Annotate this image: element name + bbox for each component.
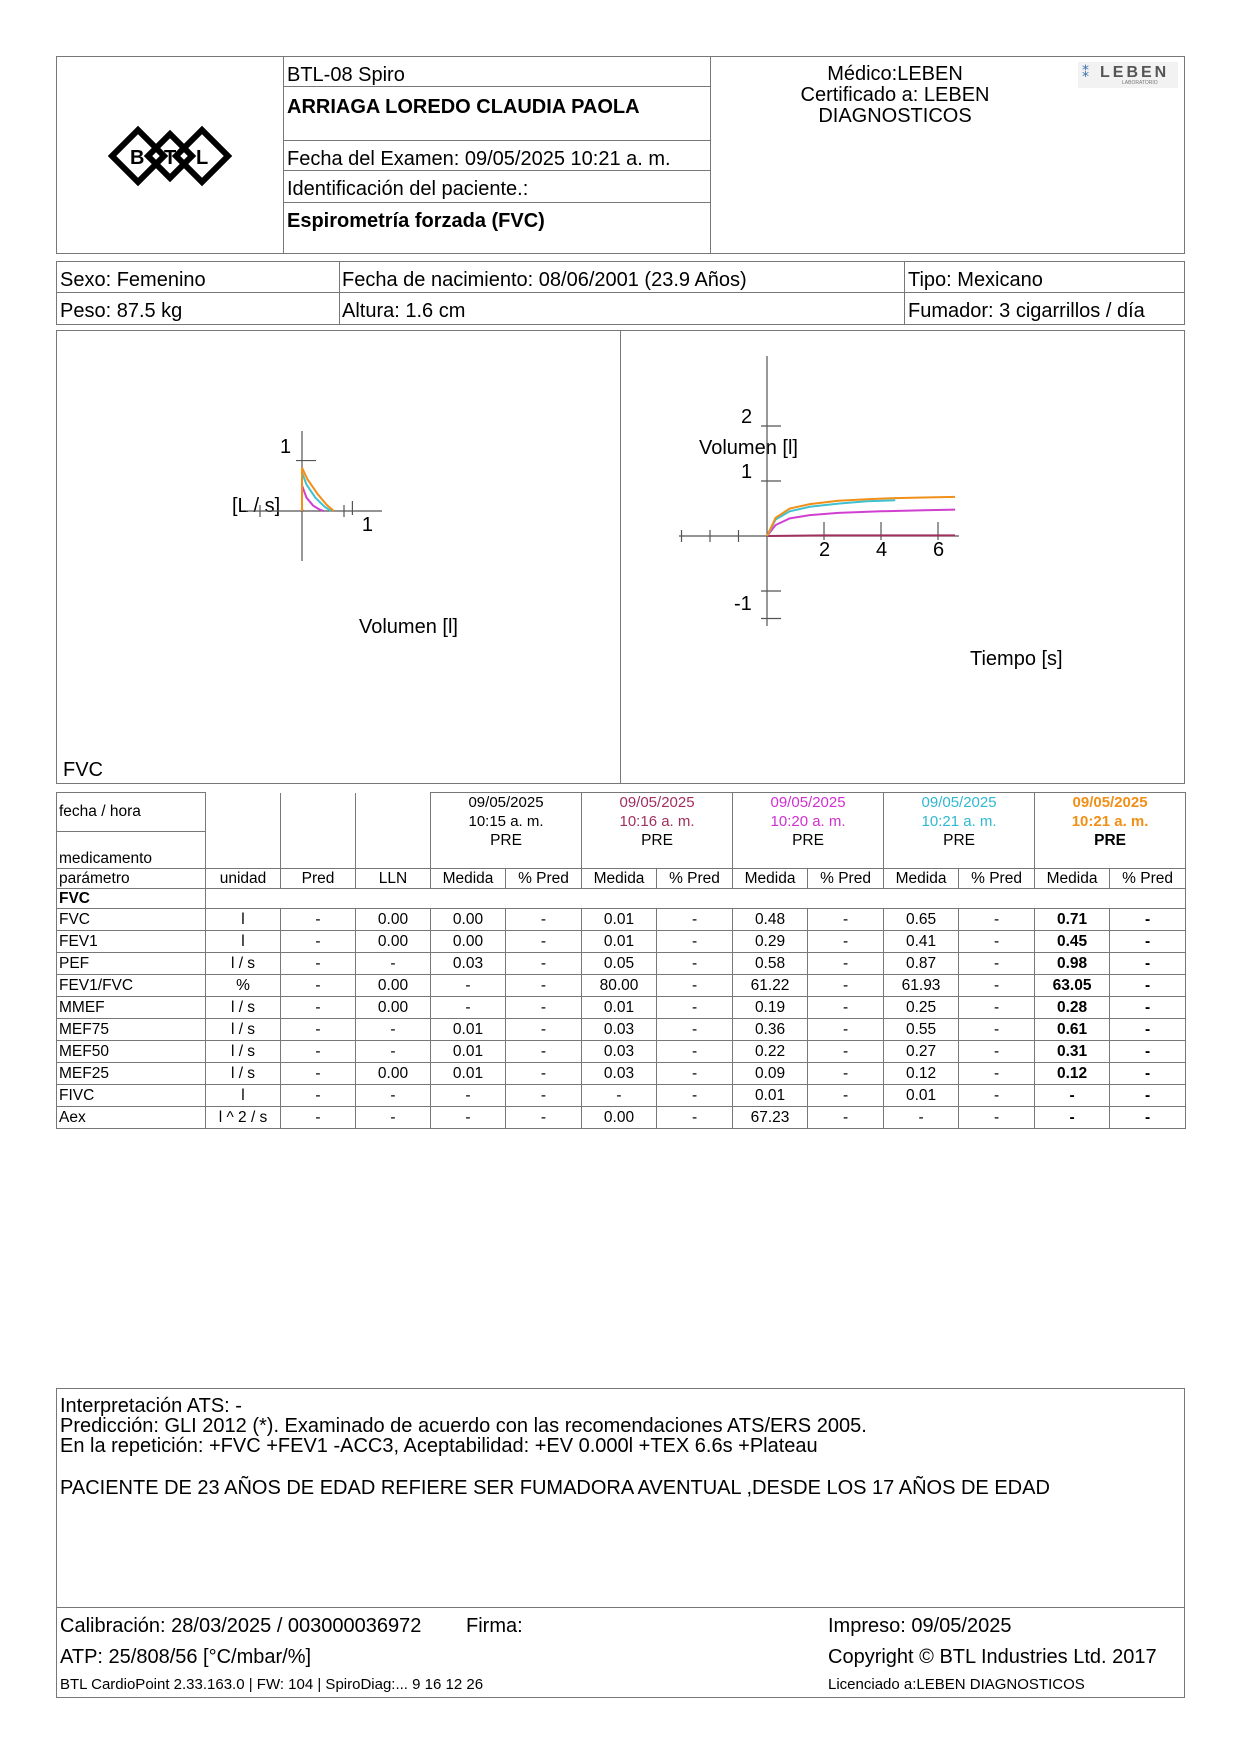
- pct-pred-cell: -: [1110, 1040, 1186, 1062]
- pred-cell: -: [281, 1062, 356, 1084]
- pred-cell: -: [281, 1040, 356, 1062]
- pct-pred-cell: -: [808, 930, 884, 952]
- table-row: [57, 974, 1186, 996]
- lab-logo-text: LEBEN: [1100, 64, 1170, 81]
- doctor-block: [740, 64, 1050, 127]
- pct-pred-cell: -: [506, 1040, 582, 1062]
- medida-cell: 0.98: [1035, 952, 1110, 974]
- unit-cell: l: [206, 908, 281, 930]
- medida-cell: 0.19: [733, 996, 808, 1018]
- pct-pred-cell: -: [808, 1062, 884, 1084]
- calibration: Calibración: 28/03/2025 / 003000036972: [60, 1615, 422, 1637]
- header-unidad: unidad: [206, 868, 281, 888]
- dob: Fecha de nacimiento: 08/06/2001 (23.9 Años): [342, 269, 747, 291]
- results-table: [56, 792, 1186, 1129]
- pct-pred-cell: -: [506, 1084, 582, 1106]
- interpretation-text: [60, 1396, 1050, 1498]
- param-cell: PEF: [57, 952, 206, 974]
- medida-cell: -: [431, 1084, 506, 1106]
- param-cell: Aex: [57, 1106, 206, 1128]
- header-fecha: fecha / hora: [57, 793, 206, 832]
- param-cell: FVC: [57, 908, 206, 930]
- fv-ylabel: [L / s]: [232, 495, 281, 517]
- medida-cell: -: [1035, 1084, 1110, 1106]
- medida-cell: 0.61: [1035, 1018, 1110, 1040]
- table-row: [57, 996, 1186, 1018]
- section-label: FVC: [57, 888, 206, 908]
- pct-pred-cell: -: [808, 952, 884, 974]
- btl-logo-icon: [108, 124, 232, 188]
- session-5-datetime: 09/05/2025 10:21 a. m.: [1035, 793, 1186, 832]
- pct-pred-cell: -: [959, 930, 1035, 952]
- patient-id: Identificación del paciente.:: [287, 178, 529, 200]
- table-row: [57, 1040, 1186, 1062]
- param-cell: FIVC: [57, 1084, 206, 1106]
- svg-text:L: L: [196, 147, 209, 169]
- sex: Sexo: Femenino: [60, 269, 206, 291]
- medida-cell: 80.00: [582, 974, 657, 996]
- pct-pred-cell: -: [657, 996, 733, 1018]
- medida-cell: 0.03: [431, 952, 506, 974]
- lln-cell: -: [356, 952, 431, 974]
- medida-cell: 0.48: [733, 908, 808, 930]
- medida-cell: 0.45: [1035, 930, 1110, 952]
- table-row: [57, 1018, 1186, 1040]
- pct-pred-cell: -: [959, 1040, 1035, 1062]
- pct-pred-cell: -: [506, 996, 582, 1018]
- smoker: Fumador: 3 cigarrillos / día: [908, 300, 1145, 322]
- pct-pred-cell: -: [959, 1062, 1035, 1084]
- pct-pred-cell: -: [506, 1018, 582, 1040]
- svg-text:B: B: [130, 147, 145, 169]
- table-row: [57, 1084, 1186, 1106]
- header-pred: Pred: [281, 868, 356, 888]
- medida-cell: 0.01: [582, 996, 657, 1018]
- session-2-med: PRE: [582, 831, 733, 868]
- lab-logo: [1078, 62, 1178, 88]
- medida-cell: 0.71: [1035, 908, 1110, 930]
- exam-date: Fecha del Examen: 09/05/2025 10:21 a. m.: [287, 148, 671, 170]
- pct-pred-cell: -: [1110, 1062, 1186, 1084]
- device-name: BTL-08 Spiro: [287, 64, 405, 86]
- param-cell: MEF75: [57, 1018, 206, 1040]
- header-lln: LLN: [356, 868, 431, 888]
- pct-pred-cell: -: [1110, 952, 1186, 974]
- medida-cell: 0.22: [733, 1040, 808, 1062]
- medida-cell: -: [431, 1106, 506, 1128]
- vt-x-tick-label: 2: [819, 539, 831, 561]
- pct-pred-cell: -: [657, 1062, 733, 1084]
- licensed-to: Licenciado a:LEBEN DIAGNOSTICOS: [828, 1676, 1085, 1693]
- patient-name: ARRIAGA LOREDO CLAUDIA PAOLA: [287, 96, 640, 118]
- pred-cell: -: [281, 974, 356, 996]
- doctor: Médico:LEBEN: [827, 63, 963, 85]
- medida-cell: 0.25: [884, 996, 959, 1018]
- pct-pred-cell: -: [657, 1018, 733, 1040]
- pct-pred-cell: -: [808, 1018, 884, 1040]
- medida-cell: 0.01: [431, 1018, 506, 1040]
- flow-volume-chart: [57, 331, 619, 783]
- copyright: Copyright © BTL Industries Ltd. 2017: [828, 1646, 1157, 1668]
- medida-cell: 0.00: [431, 908, 506, 930]
- medida-cell: -: [1035, 1106, 1110, 1128]
- lln-cell: 0.00: [356, 974, 431, 996]
- pct-pred-cell: -: [1110, 1018, 1186, 1040]
- pred-cell: -: [281, 908, 356, 930]
- software-version: BTL CardioPoint 2.33.163.0 | FW: 104 | SpiroDiag:... 9 16 12 26: [60, 1676, 484, 1693]
- medida-cell: 0.00: [431, 930, 506, 952]
- pct-pred-cell: -: [657, 908, 733, 930]
- unit-cell: l / s: [206, 1040, 281, 1062]
- atp: ATP: 25/808/56 [°C/mbar/%]: [60, 1646, 312, 1668]
- vt-y-tick-label: 2: [741, 406, 753, 428]
- medida-cell: 0.28: [1035, 996, 1110, 1018]
- vt-series-line: [767, 535, 955, 536]
- medida-cell: 0.12: [1035, 1062, 1110, 1084]
- certified-line1: Certificado a: LEBEN: [800, 84, 990, 106]
- volume-time-chart: [621, 331, 1183, 783]
- pct-pred-cell: -: [959, 1106, 1035, 1128]
- lln-cell: -: [356, 1106, 431, 1128]
- table-row: [57, 1062, 1186, 1084]
- pct-pred-cell: -: [1110, 930, 1186, 952]
- medida-cell: 0.87: [884, 952, 959, 974]
- table-row: [57, 908, 1186, 930]
- unit-cell: l / s: [206, 952, 281, 974]
- interpretation-ats: Interpretación ATS: -: [60, 1395, 242, 1417]
- header-pct-pred: % Pred: [657, 868, 733, 888]
- medida-cell: 61.93: [884, 974, 959, 996]
- medida-cell: -: [431, 996, 506, 1018]
- pct-pred-cell: -: [808, 996, 884, 1018]
- session-5-med: PRE: [1035, 831, 1186, 868]
- param-cell: MEF25: [57, 1062, 206, 1084]
- pct-pred-cell: -: [808, 1084, 884, 1106]
- pct-pred-cell: -: [506, 952, 582, 974]
- pct-pred-cell: -: [808, 908, 884, 930]
- lln-cell: -: [356, 1084, 431, 1106]
- medida-cell: 63.05: [1035, 974, 1110, 996]
- pct-pred-cell: -: [959, 1084, 1035, 1106]
- pct-pred-cell: -: [959, 974, 1035, 996]
- pct-pred-cell: -: [1110, 908, 1186, 930]
- pct-pred-cell: -: [1110, 996, 1186, 1018]
- table-row: [57, 952, 1186, 974]
- signature: Firma:: [466, 1615, 523, 1637]
- pct-pred-cell: -: [959, 952, 1035, 974]
- unit-cell: l / s: [206, 1062, 281, 1084]
- medida-cell: -: [431, 974, 506, 996]
- vt-ylabel: Volumen [l]: [699, 437, 798, 459]
- medida-cell: -: [884, 1106, 959, 1128]
- header-pct-pred: % Pred: [959, 868, 1035, 888]
- pct-pred-cell: -: [506, 930, 582, 952]
- vt-xlabel: Tiempo [s]: [970, 648, 1063, 670]
- unit-cell: %: [206, 974, 281, 996]
- header-medida: Medida: [1035, 868, 1110, 888]
- pct-pred-cell: -: [959, 1018, 1035, 1040]
- medida-cell: 0.27: [884, 1040, 959, 1062]
- pct-pred-cell: -: [506, 1106, 582, 1128]
- btl-logo: [108, 124, 232, 193]
- medida-cell: 0.12: [884, 1062, 959, 1084]
- pct-pred-cell: -: [1110, 1106, 1186, 1128]
- vt-x-tick-label: 4: [876, 539, 888, 561]
- medida-cell: 0.09: [733, 1062, 808, 1084]
- test-name: Espirometría forzada (FVC): [287, 210, 545, 232]
- clinical-comment: PACIENTE DE 23 AÑOS DE EDAD REFIERE SER FUMADORA AVENTUAL ,DESDE LOS 17 AÑOS DE EDAD: [60, 1477, 1050, 1499]
- vt-x-tick-label: 6: [933, 539, 945, 561]
- medida-cell: 0.01: [431, 1062, 506, 1084]
- unit-cell: l: [206, 1084, 281, 1106]
- param-cell: FEV1/FVC: [57, 974, 206, 996]
- fv-y-tick-label: 1: [280, 435, 292, 458]
- session-3-datetime: 09/05/2025 10:20 a. m.: [733, 793, 884, 832]
- lln-cell: -: [356, 1040, 431, 1062]
- svg-text:T: T: [164, 147, 177, 169]
- medida-cell: 0.31: [1035, 1040, 1110, 1062]
- pct-pred-cell: -: [1110, 1084, 1186, 1106]
- header-pct-pred: % Pred: [1110, 868, 1186, 888]
- pred-cell: -: [281, 930, 356, 952]
- medida-cell: 0.05: [582, 952, 657, 974]
- header-pct-pred: % Pred: [808, 868, 884, 888]
- lln-cell: 0.00: [356, 1062, 431, 1084]
- pct-pred-cell: -: [506, 974, 582, 996]
- certified-line2: DIAGNOSTICOS: [818, 105, 972, 127]
- pct-pred-cell: -: [808, 1040, 884, 1062]
- medida-cell: 0.00: [582, 1106, 657, 1128]
- header-parametro: parámetro: [57, 868, 206, 888]
- pct-pred-cell: -: [959, 908, 1035, 930]
- medida-cell: 0.36: [733, 1018, 808, 1040]
- pct-pred-cell: -: [657, 1040, 733, 1062]
- medida-cell: 0.01: [884, 1084, 959, 1106]
- session-2-datetime: 09/05/2025 10:16 a. m.: [582, 793, 733, 832]
- medida-cell: 0.41: [884, 930, 959, 952]
- pct-pred-cell: -: [657, 930, 733, 952]
- param-cell: MEF50: [57, 1040, 206, 1062]
- pct-pred-cell: -: [657, 1106, 733, 1128]
- session-4-med: PRE: [884, 831, 1035, 868]
- header-medida: Medida: [733, 868, 808, 888]
- vt-series-line: [767, 500, 895, 536]
- unit-cell: l: [206, 930, 281, 952]
- pred-cell: -: [281, 1018, 356, 1040]
- session-1-med: PRE: [431, 831, 582, 868]
- lln-cell: -: [356, 1018, 431, 1040]
- pred-cell: -: [281, 1084, 356, 1106]
- pred-cell: -: [281, 1106, 356, 1128]
- session-4-datetime: 09/05/2025 10:21 a. m.: [884, 793, 1035, 832]
- printed-date: Impreso: 09/05/2025: [828, 1615, 1012, 1637]
- pct-pred-cell: -: [506, 1062, 582, 1084]
- vt-y-tick-label: -1: [734, 593, 752, 615]
- unit-cell: l / s: [206, 996, 281, 1018]
- repetition: En la repetición: +FVC +FEV1 -ACC3, Aceptabilidad: +EV 0.000l +TEX 6.6s +Plateau: [60, 1435, 818, 1457]
- medida-cell: 61.22: [733, 974, 808, 996]
- weight: Peso: 87.5 kg: [60, 300, 183, 322]
- medida-cell: 0.01: [431, 1040, 506, 1062]
- dna-icon: ⁑: [1082, 64, 1089, 80]
- session-3-med: PRE: [733, 831, 884, 868]
- pct-pred-cell: -: [657, 974, 733, 996]
- param-cell: MMEF: [57, 996, 206, 1018]
- header-medicamento: medicamento: [57, 831, 206, 868]
- height: Altura: 1.6 cm: [342, 300, 466, 322]
- ethnicity: Tipo: Mexicano: [908, 269, 1043, 291]
- medida-cell: 0.03: [582, 1040, 657, 1062]
- header-medida: Medida: [431, 868, 506, 888]
- fv-x-tick-label: 1: [361, 514, 374, 536]
- medida-cell: 0.01: [582, 908, 657, 930]
- pct-pred-cell: -: [506, 908, 582, 930]
- header-pct-pred: % Pred: [506, 868, 582, 888]
- medida-cell: -: [582, 1084, 657, 1106]
- pct-pred-cell: -: [657, 952, 733, 974]
- pct-pred-cell: -: [808, 1106, 884, 1128]
- medida-cell: 0.01: [582, 930, 657, 952]
- lln-cell: 0.00: [356, 930, 431, 952]
- pct-pred-cell: -: [959, 996, 1035, 1018]
- header-medida: Medida: [582, 868, 657, 888]
- table-row: [57, 1106, 1186, 1128]
- vt-y-tick-label: 1: [741, 461, 753, 483]
- medida-cell: 0.01: [733, 1084, 808, 1106]
- medida-cell: 0.55: [884, 1018, 959, 1040]
- medida-cell: 0.29: [733, 930, 808, 952]
- pct-pred-cell: -: [1110, 974, 1186, 996]
- param-cell: FEV1: [57, 930, 206, 952]
- prediction: Predicción: GLI 2012 (*). Examinado de acuerdo con las recomendaciones ATS/ERS 2005.: [60, 1415, 867, 1437]
- fv-xlabel: Volumen [l]: [359, 616, 458, 638]
- pred-cell: -: [281, 952, 356, 974]
- fv-panel-label: FVC: [63, 759, 103, 781]
- medida-cell: 0.03: [582, 1062, 657, 1084]
- vt-series-line: [767, 510, 955, 536]
- table-row: [57, 930, 1186, 952]
- lab-logo-sub: LABORATORIO: [1122, 80, 1158, 86]
- medida-cell: 67.23: [733, 1106, 808, 1128]
- session-1-datetime: 09/05/2025 10:15 a. m.: [431, 793, 582, 832]
- medida-cell: 0.65: [884, 908, 959, 930]
- pred-cell: -: [281, 996, 356, 1018]
- medida-cell: 0.03: [582, 1018, 657, 1040]
- unit-cell: l ^ 2 / s: [206, 1106, 281, 1128]
- header-medida: Medida: [884, 868, 959, 888]
- lln-cell: 0.00: [356, 996, 431, 1018]
- medida-cell: 0.58: [733, 952, 808, 974]
- fv-series-line: [302, 468, 334, 511]
- pct-pred-cell: -: [808, 974, 884, 996]
- lln-cell: 0.00: [356, 908, 431, 930]
- pct-pred-cell: -: [657, 1084, 733, 1106]
- unit-cell: l / s: [206, 1018, 281, 1040]
